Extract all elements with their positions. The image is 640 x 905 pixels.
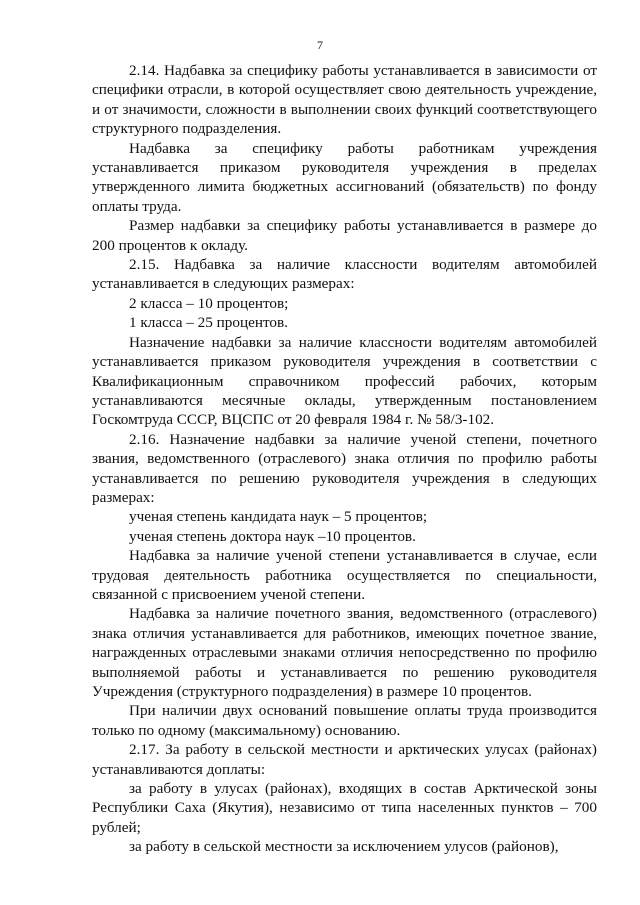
list-item-arctic-uluses: за работу в улусах (районах), входящих в состав Арктической зоны Республики Саха (Якутия), независимо от типа населенных пунктов – 700 рублей; [92, 780, 597, 836]
paragraph-specific-bonus-size: Размер надбавки за специфику работы устанавливается в размере до 200 процентов к окладу. [92, 217, 597, 254]
list-item-class-1: 1 класса – 25 процентов. [129, 314, 288, 332]
paragraph-2-14: 2.14. Надбавка за специфику работы устанавливается в зависимости от специфики отрасли, в которой осуществляет свою деятельность учреждение, и от значимости, сложности в выполнении своих функций соответствующего структурного подразделения. [92, 62, 597, 138]
paragraph-2-16: 2.16. Назначение надбавки за наличие ученой степени, почетного звания, ведомственного (отраслевого) знака отличия по профилю работы устанавливается по решению руководителя учреждения в следующих размерах: [92, 430, 597, 506]
list-item-rural-area: за работу в сельской местности за исключением улусов (районов), [129, 838, 559, 856]
paragraph-2-15: 2.15. Надбавка за наличие классности водителям автомобилей устанавливается в следующих размерах: [92, 256, 597, 293]
paragraph-degree-condition: Надбавка за наличие ученой степени устанавливается в случае, если трудовая деятельность работника осуществляется по специальности, связанной с присвоением ученой степени. [92, 547, 597, 603]
paragraph-class-bonus-assignment: Назначение надбавки за наличие классности водителям автомобилей устанавливается приказом руководителя учреждения в соответствии с Квалификационным справочником профессий рабочих, которым устанавливаются месячные оклады, утвержденным постановлением Госкомтруда СССР, ВЦСПС от 20 февраля 1984 г. № 58/3-102. [92, 333, 597, 429]
page-number: 7 [317, 38, 323, 52]
paragraph-2-17: 2.17. За работу в сельской местности и арктических улусах (районах) устанавливаются доплаты: [92, 741, 597, 778]
paragraph-honorary-title: Надбавка за наличие почетного звания, ведомственного (отраслевого) знака отличия устанавливается для работников, имеющих почетное звание, награжденных отраслевыми знаками отличия непосредственно по профилю выполняемой работы и устанавливается по решению руководителя Учреждения (структурного подразделения) в размере 10 процентов. [92, 605, 597, 700]
list-item-class-2: 2 класса – 10 процентов; [129, 294, 289, 312]
paragraph-specific-bonus-order: Надбавка за специфику работы работникам учреждения устанавливается приказом руководителя учреждения в пределах утвержденного лимита бюджетных ассигнований (обязательств) по фонду оплаты труда. [92, 139, 597, 215]
paragraph-two-grounds: При наличии двух оснований повышение оплаты труда производится только по одному (максимальному) основанию. [92, 702, 597, 739]
document-body [92, 61, 597, 857]
list-item-candidate-degree: ученая степень кандидата наук – 5 процентов; [129, 508, 428, 526]
list-item-doctor-degree: ученая степень доктора наук –10 процентов. [129, 527, 416, 545]
